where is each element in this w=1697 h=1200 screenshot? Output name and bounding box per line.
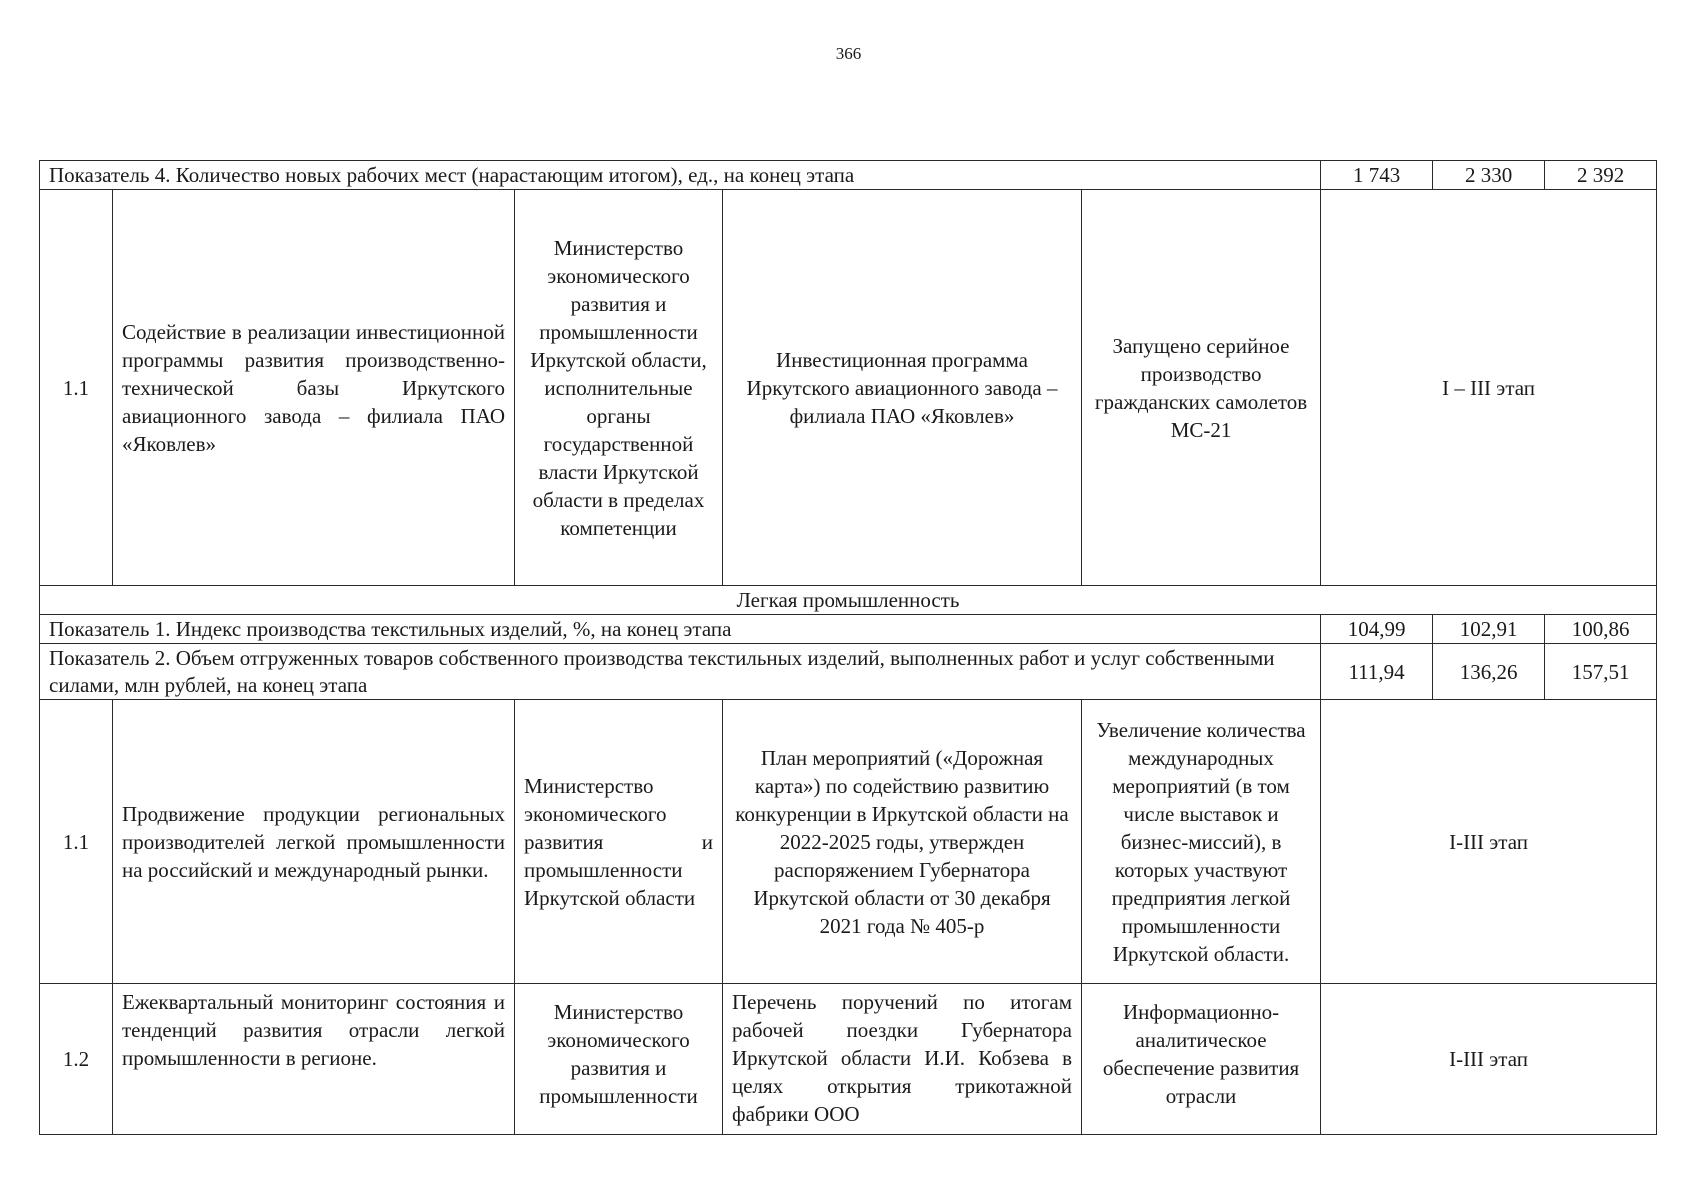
measure-number: 1.1 [40,190,113,586]
indicator-row [40,644,1657,700]
indicator-value-stage-1: 1 743 [1321,161,1433,190]
page-number: 366 [835,44,862,63]
measure-executor: Министерство экономического развития и промышленности Иркутской области, исполнительные органы государственной власти Иркутской области в пределах компетенции [515,190,723,586]
measure-executor: Министерство экономического развития и промышленности Иркутской области [515,700,723,984]
measure-result: Запущено серийное производство гражданских самолетов МС-21 [1082,190,1321,586]
indicator-value-stage-3: 2 392 [1545,161,1657,190]
measure-document: План мероприятий («Дорожная карта») по содействию развитию конкуренции в Иркутской области на 2022-2025 годы, утвержден распоряжением Губернатора Иркутской области от 30 декабря 2021 года № 405-р [723,700,1082,984]
indicator-row [40,615,1657,644]
measure-result: Информационно-аналитическое обеспечение развития отрасли [1082,984,1321,1135]
measure-period: I-III этап [1321,984,1657,1135]
indicator-value-stage-2: 2 330 [1433,161,1545,190]
measure-row [40,984,1657,1135]
indicator-value-stage-2: 136,26 [1433,644,1545,700]
section-title: Легкая промышленность [40,586,1657,615]
measures-table [39,160,1657,1135]
measure-number: 1.1 [40,700,113,984]
indicator-value-stage-3: 100,86 [1545,615,1657,644]
measure-document: Перечень поручений по итогам рабочей поездки Губернатора Иркутской области И.И. Кобзева в целях открытия трикотажной фабрики ООО [732,990,1072,1126]
measure-result: Увеличение количества международных мероприятий (в том числе выставок и бизнес-миссий), в которых участвуют предприятия легкой промышленности Иркутской области. [1082,700,1321,984]
measure-row [40,190,1657,586]
indicator-row [40,161,1657,190]
measure-document: Инвестиционная программа Иркутского авиационного завода – филиала ПАО «Яковлев» [723,190,1082,586]
indicator-label: Показатель 4. Количество новых рабочих мест (нарастающим итогом), ед., на конец этапа [40,161,1321,190]
measure-description: Ежеквартальный мониторинг состояния и тенденций развития отрасли легкой промышленности в регионе. [113,984,515,1135]
measure-period: I – III этап [1321,190,1657,586]
indicator-value-stage-1: 111,94 [1321,644,1433,700]
measure-period: I-III этап [1321,700,1657,984]
measure-document-cell [723,984,1082,1135]
measure-row [40,700,1657,984]
indicator-label: Показатель 2. Объем отгруженных товаров собственного производства текстильных изделий, выполненных работ и услуг собственными силами, млн рублей, на конец этапа [40,644,1321,700]
indicator-value-stage-2: 102,91 [1433,615,1545,644]
indicator-label: Показатель 1. Индекс производства текстильных изделий, %, на конец этапа [40,615,1321,644]
indicator-value-stage-1: 104,99 [1321,615,1433,644]
measure-executor: Министерство экономического развития и промышленности [515,984,723,1135]
measure-description: Продвижение продукции региональных производителей легкой промышленности на российский и международный рынки. [113,700,515,984]
section-header-row [40,586,1657,615]
indicator-value-stage-3: 157,51 [1545,644,1657,700]
measure-description: Содействие в реализации инвестиционной программы развития производственно-технической базы Иркутского авиационного завода – филиала ПАО «Яковлев» [113,190,515,586]
measure-number: 1.2 [40,984,113,1135]
